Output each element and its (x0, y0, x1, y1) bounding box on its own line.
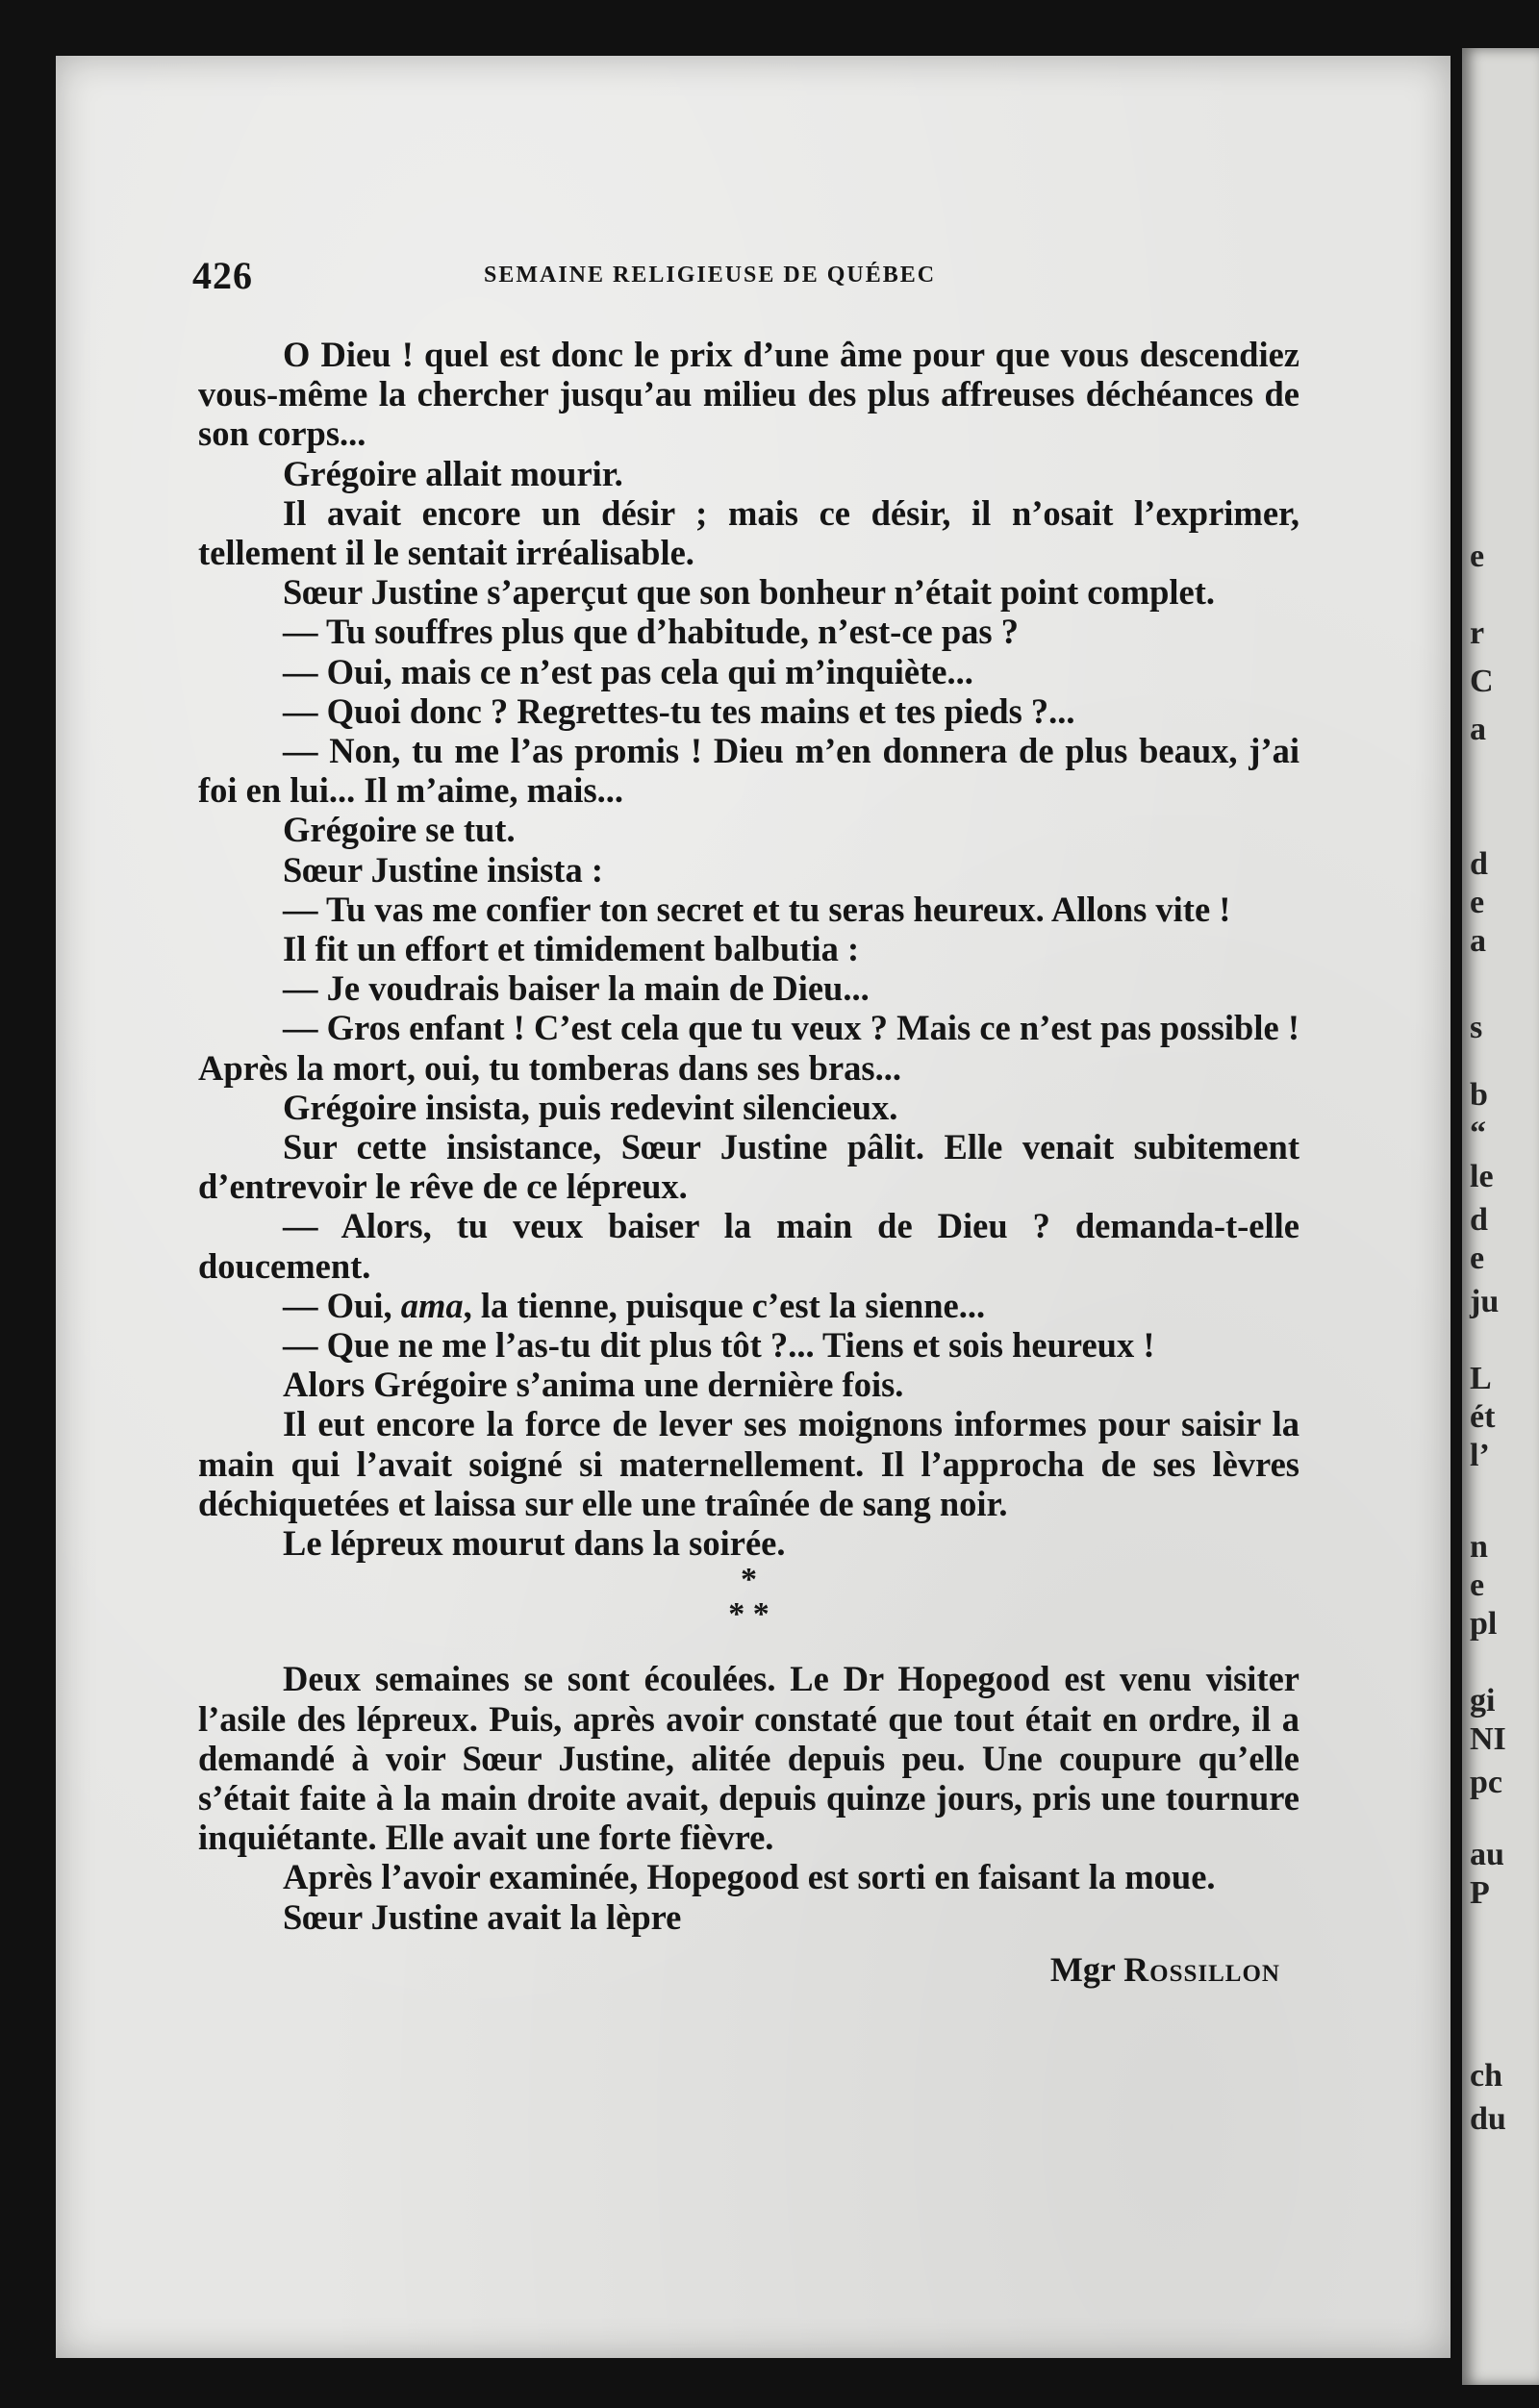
section-separator-top: * (741, 1562, 757, 1598)
dialogue-line: — Tu vas me confier ton secret et tu seras heureux. Allons vite ! (283, 889, 1231, 929)
paragraph: Il fit un effort et timidement balbutia : (283, 929, 860, 969)
adjacent-page-fragment: b (1470, 1077, 1488, 1113)
paragraph: Grégoire insista, puis redevint silencieux. (283, 1087, 898, 1127)
page-header (56, 253, 1451, 301)
text-run: — Oui, (283, 1285, 401, 1325)
adjacent-page-fragment: n (1470, 1529, 1488, 1565)
paragraph: Après l’avoir examinée, Hopegood est sorti en faisant la moue. (283, 1857, 1216, 1897)
section-separator-bottom: * * (728, 1596, 770, 1633)
paragraph: Sur cette insistance, Sœur Justine pâlit. Elle venait subitement d’entrevoir le rêve de ce lépreux. (198, 1127, 1299, 1207)
adjacent-page-fragment: a (1470, 712, 1486, 747)
adjacent-page-fragment: d (1470, 846, 1488, 882)
adjacent-page-fragment: C (1470, 664, 1494, 699)
paragraph: Alors Grégoire s’anima une dernière fois. (283, 1365, 904, 1405)
signature-prefix: Mgr (1049, 1949, 1124, 1989)
book-page (56, 56, 1451, 2358)
paragraph: Il eut encore la force de lever ses moignons informes pour saisir la main qui l’avait soigné si maternellement. Il l’approcha de ses lèvres déchiquetées et laissa sur elle une traînée de sang noir. (198, 1404, 1299, 1523)
paragraph: Grégoire allait mourir. (283, 453, 623, 493)
dialogue-line (198, 1286, 1299, 1325)
adjacent-page-fragment: e (1470, 885, 1485, 920)
adjacent-page-fragment: s (1470, 1010, 1483, 1045)
adjacent-page-fragment: du (1470, 2101, 1506, 2137)
adjacent-page-fragment: e (1470, 539, 1485, 574)
adjacent-page-fragment: au (1470, 1837, 1504, 1872)
adjacent-page-fragment: ét (1470, 1399, 1496, 1435)
adjacent-page-fragment: “ (1470, 1116, 1486, 1151)
adjacent-page-fragment: l’ (1470, 1438, 1490, 1473)
adjacent-page-fragment: ju (1470, 1284, 1500, 1319)
signature-name: Rossillon (1123, 1949, 1280, 1989)
adjacent-page-fragment: P (1470, 1875, 1490, 1911)
paragraph: Il avait encore un désir ; mais ce désir, il n’osait l’exprimer, tellement il le sentait irréalisable. (198, 492, 1299, 573)
adjacent-page-fragment: d (1470, 1202, 1488, 1238)
paragraph: Le lépreux mourut dans la soirée. (283, 1523, 786, 1564)
dialogue-line: — Non, tu me l’as promis ! Dieu m’en donnera de plus beaux, j’ai foi en lui... Il m’aime, mais... (198, 731, 1299, 811)
paragraph: Sœur Justine avait la lèpre (283, 1896, 682, 1937)
adjacent-page-fragment: le (1470, 1159, 1494, 1194)
italic-word: ama (400, 1285, 464, 1325)
adjacent-page-fragment: pl (1470, 1606, 1498, 1642)
adjacent-page-fragment: L (1470, 1361, 1492, 1396)
paragraph: O Dieu ! quel est donc le prix d’une âme pour que vous descendiez vous-même la chercher jusqu’au milieu des plus affreuses déchéances de son corps... (198, 335, 1299, 454)
text-run: , la tienne, puisque c’est la sienne... (463, 1285, 986, 1325)
adjacent-page-fragment: e (1470, 1241, 1485, 1276)
page-number: 426 (192, 254, 253, 297)
dialogue-line: — Alors, tu veux baiser la main de Dieu ? demanda-t-elle doucement. (198, 1206, 1299, 1286)
paragraph: Grégoire se tut. (283, 810, 516, 850)
dialogue-line: — Gros enfant ! C’est cela que tu veux ? Mais ce n’est pas possible ! Après la mort, oui, tu tomberas dans ses bras... (198, 1008, 1299, 1088)
paragraph: Sœur Justine insista : (283, 849, 603, 890)
adjacent-page-fragment: ch (1470, 2058, 1502, 2094)
author-signature (198, 1950, 1299, 1990)
adjacent-page-fragment: NI (1470, 1721, 1506, 1757)
dialogue-line: — Oui, mais ce n’est pas cela qui m’inquiète... (283, 651, 973, 691)
adjacent-page-fragment: r (1470, 615, 1485, 651)
dialogue-line: — Quoi donc ? Regrettes-tu tes mains et tes pieds ?... (283, 690, 1075, 731)
adjacent-page-edge (1462, 48, 1539, 2385)
paragraph: Deux semaines se sont écoulées. Le Dr Hopegood est venu visiter l’asile des lépreux. Puis, après avoir constaté que tout était en ordre, il a demandé à voir Sœur Justine, alitée depuis peu. Une coupure qu’elle s’était faite à la main droite avait, depuis quinze jours, pris une tournure inquiétante. Elle avait une forte fièvre. (198, 1659, 1299, 1858)
article-body (198, 335, 1299, 1990)
dialogue-line: — Je voudrais baiser la main de Dieu... (283, 968, 870, 1009)
dialogue-line: — Tu souffres plus que d’habitude, n’est-ce pas ? (283, 612, 1019, 652)
adjacent-page-fragment: pc (1470, 1765, 1502, 1800)
adjacent-page-fragment: gi (1470, 1683, 1496, 1718)
adjacent-page-fragment: e (1470, 1568, 1485, 1603)
dialogue-line: — Que ne me l’as-tu dit plus tôt ?... Tiens et sois heureux ! (283, 1325, 1155, 1366)
running-title: SEMAINE RELIGIEUSE DE QUÉBEC (484, 263, 937, 288)
paragraph: Sœur Justine s’aperçut que son bonheur n’était point complet. (283, 572, 1216, 613)
adjacent-page-fragment: a (1470, 923, 1486, 959)
